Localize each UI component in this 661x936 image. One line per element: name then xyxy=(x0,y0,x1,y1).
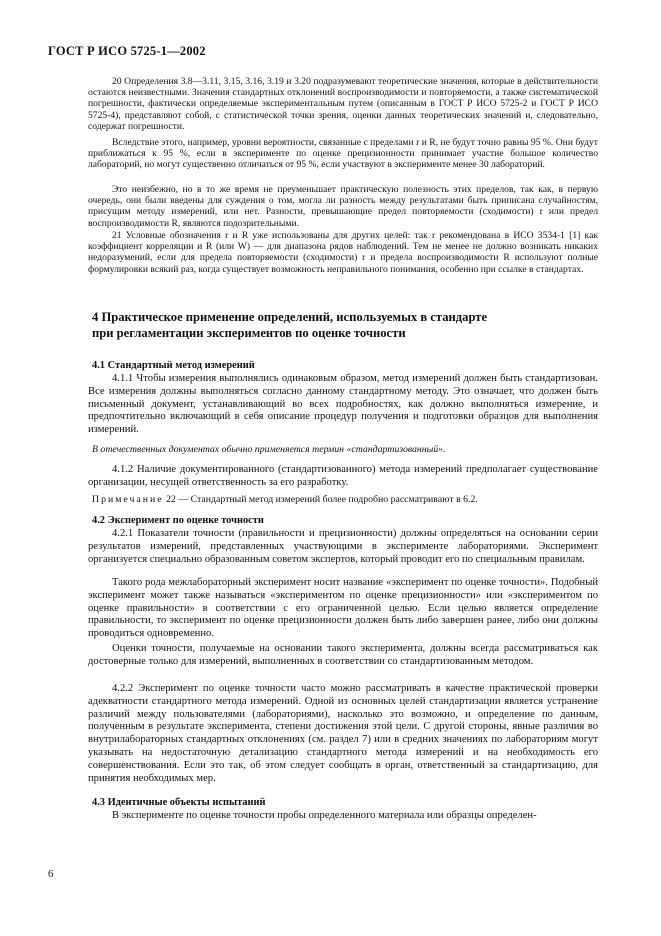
section-4-2-heading: 4.2 Эксперимент по оценке точности xyxy=(92,515,264,526)
section-4-3-heading: 4.3 Идентичные объекты испытаний xyxy=(92,797,266,808)
paragraph-4-2-1: 4.2.1 Показатели точности (правильности и прецизионности) должны определяться на основании серии результатов измерений, представленных участвующими в эксперименте лабораториями. Эксперимент организуется специально образованным советом экспертов, который проводит его по специальным правилам. xyxy=(88,528,598,565)
note-20-cont-2: Это неизбежно, но в то же время не преуменьшает практическую полезность этих пределов, так как, в первую очередь, они были введены для суждения о том, могла ли разность между результатами быть приписана случайностям, присущим методу измерений, или нет. Разности, превышающие предел повторяемости (сходимости) r или предел воспроизводимости R, являются подозрительными. xyxy=(88,184,598,229)
document-header: ГОСТ Р ИСО 5725-1—2002 xyxy=(48,44,206,58)
paragraph-4-1-1: 4.1.1 Чтобы измерения выполнялись одинаковым образом, метод измерений должен быть стандартизован. Все измерения должны выполняться согласно данному стандартному методу. Это означает, что должен быть письменный документ, устанавливающий во всех подробностях, как должно выполняться измерение, и предпочтительно включающий в себя описание процедур получения и подготовки образцов для выполнения измерений. xyxy=(88,373,598,436)
note-22-text: 22 — Стандартный метод измерений более подробно рассматривают в 6.2. xyxy=(166,494,478,505)
section-4-heading xyxy=(92,310,487,341)
paragraph-4-2-1-cont-1: Такого рода межлабораторный эксперимент носит название «эксперимент по оценке точности». Подобный эксперимент может также называться «экспериментом по оценке прецизионности» или «экспериментом по оценке правильности» в соответствии с его ограниченной целью. Если целью является определение правильности, то эксперимент по оценке прецизионности должен быть либо завершен ранее, либо они должны проводиться одновременно. xyxy=(88,577,598,640)
note-20-cont-1: Вследствие этого, например, уровни вероятности, связанные с пределами r и R, не будут точно равны 95 %. Они будут приближаться к 95 %, если в эксперименте по оценке прецизионности принимает участие большое количество лабораторий, но могут существенно отличаться от 95 %, если участвуют в эксперименте менее 30 лабораторий. xyxy=(88,137,598,171)
page-number: 6 xyxy=(48,868,54,880)
section-4-title-line1: 4 Практическое применение определений, используемых в стандарте xyxy=(92,310,488,324)
note-22-label: Примечание xyxy=(92,494,164,505)
paragraph-4-2-1-cont-2: Оценки точности, получаемые на основании такого эксперимента, должны всегда рассматриваться как достоверные только для измерений, выполненных в соответствии со стандартизованным методом. xyxy=(88,643,598,667)
note-22 xyxy=(92,494,598,506)
paragraph-4-3: В эксперименте по оценке точности пробы определенного материала или образцы определен- xyxy=(112,810,537,821)
note-20: 20 Определения 3.8—3.11, 3.15, 3.16, 3.19 и 3.20 подразумевают теоретические значения, которые в действительности остаются неизвестными. Значения стандартных отклонений воспроизводимости и повторяемости, а также систематической погрешности, фактически определяемые экспериментальным путем (описанным в ГОСТ Р ИСО 5725-2 и ГОСТ Р ИСО 5725-4), представляют собой, с статистической точки зрения, оценки данных теоретических значений и, следовательно, содержат погрешности. xyxy=(88,76,598,132)
note-21: 21 Условные обозначения r и R уже использованы для других целей: так r рекомендована в ИСО 3534-1 [1] как коэффициент корреляции и R (или W) — для диапазона рядов наблюдений. Тем не менее не должно возникать никаких недоразумений, если для предела повторяемости (сходимости) r и предела воспроизводимости R используют полные формулировки всякий раз, когда существует возможность неправильного понимания, особенно при ссылке в стандартах. xyxy=(88,230,598,275)
paragraph-4-2-2: 4.2.2 Эксперимент по оценке точности часто можно рассматривать в качестве практической проверки адекватности стандартного метода измерений. Одной из основных целей стандартизации является устранение различий между пользователями (лабораториями), насколько это возможно, и определение по данным, полученным в результате эксперимента, степени достижения этой цели. С другой стороны, явные различия во внутрилабораторных стандартных отклонениях (см. раздел 7) или в средних значениях по лабораториям могут указывать на недостаточную детализацию стандартного метода измерений и на необходимость его совершенствования. Если это так, об этом следует сообщать в орган, ответственный за стандартизацию, для принятия необходимых мер. xyxy=(88,683,598,784)
paragraph-4-1-2: 4.1.2 Наличие документированного (стандартизованного) метода измерений предполагает существование организации, несущей ответственность за его разработку. xyxy=(88,464,598,488)
italic-note: В отечественных документах обычно применяется термин «стандартизованный». xyxy=(92,444,446,455)
section-4-1-heading: 4.1 Стандартный метод измерений xyxy=(92,360,255,371)
section-4-title-line2: при регламентации экспериментов по оценке точности xyxy=(92,325,406,340)
